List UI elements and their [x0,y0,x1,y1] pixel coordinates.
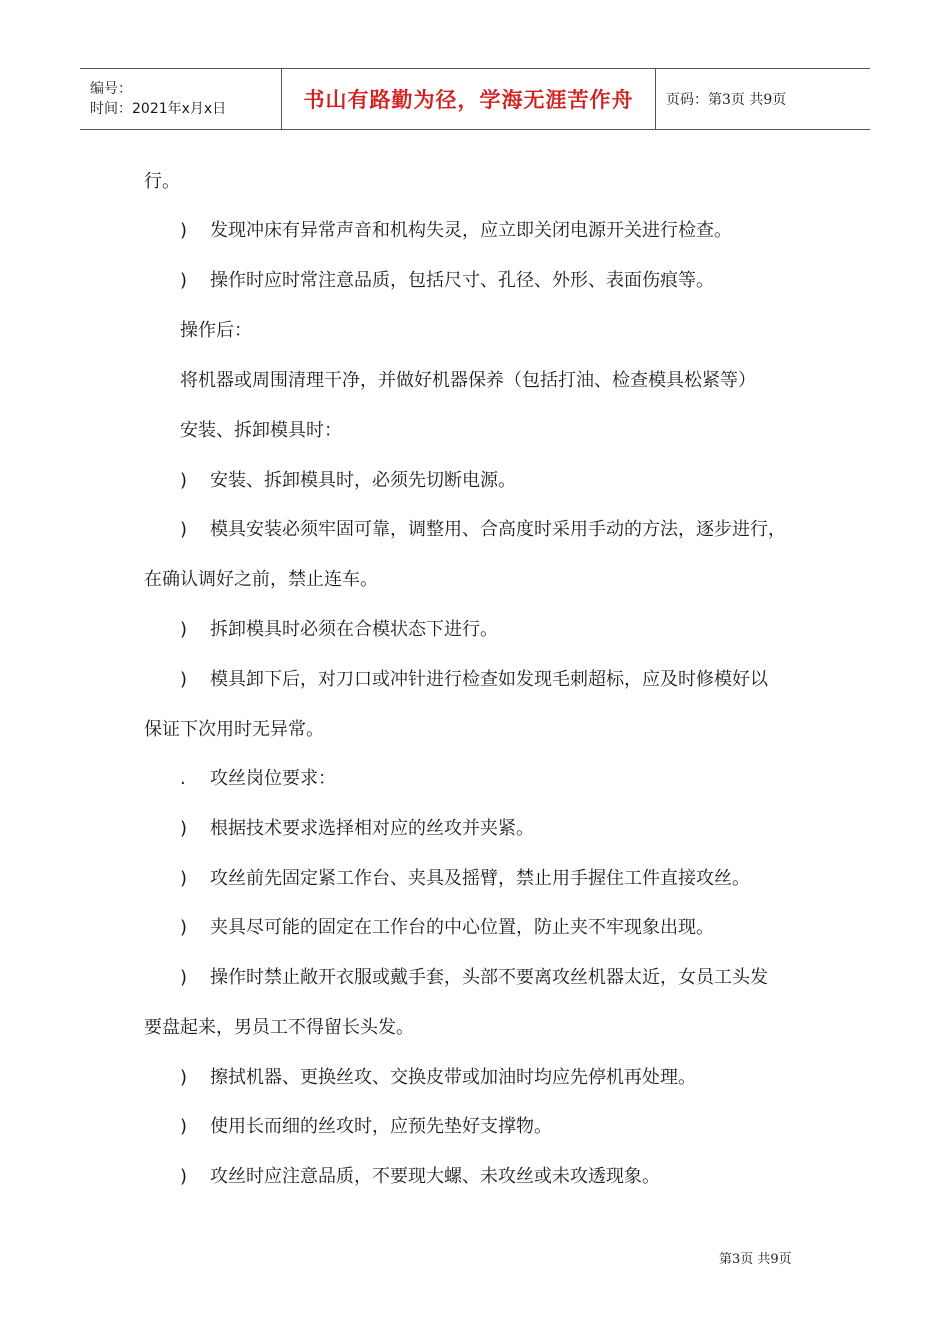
list-marker: ) [180,1166,188,1187]
line-text: 使用长而细的丝攻时，应预先垫好支撑物。 [210,1116,552,1137]
footer-page-number: 第3页 共9页 [719,1252,792,1267]
line-text: 擦拭机器、更换丝攻、交换皮带或加油时均应先停机再处理。 [210,1067,696,1088]
list-marker: ) [180,868,188,889]
line-text: 模具卸下后，对刀口或冲针进行检查如发现毛刺超标，应及时修模好以 [210,669,768,690]
list-marker: ) [180,917,188,938]
list-item [180,219,732,243]
line-text: 根据技术要求选择相对应的丝攻并夹紧。 [210,818,534,839]
header-meta [80,69,282,129]
header-motto: 书山有路勤为径，学海无涯苦作舟 [303,87,634,112]
list-marker: ) [180,470,188,491]
line-text: 将机器或周围清理干净，并做好机器保养（包括打油、检查模具松紧等） [180,370,756,391]
line-text: 操作时应时常注意品质，包括尺寸、孔径、外形、表面伤痕等。 [210,270,714,291]
section-heading [180,419,342,443]
line-text: 发现冲床有异常声音和机构失灵，应立即关闭电源开关进行检查。 [210,220,732,241]
list-item [180,817,534,841]
line-text: 在确认调好之前，禁止连车。 [144,569,378,590]
list-marker: ) [180,220,188,241]
section-heading [180,767,336,791]
line-text: 夹具尽可能的固定在工作台的中心位置，防止夹不牢现象出现。 [210,917,714,938]
line-text: 攻丝时应注意品质，不要现大螺、未攻丝或未攻透现象。 [210,1166,660,1187]
list-marker: ) [180,519,188,540]
list-item [180,867,750,891]
page-footer [719,1248,792,1267]
line-text: 行。 [144,171,180,192]
line-text: 操作时禁止敞开衣服或戴手套，头部不要离攻丝机器太近，女员工头发 [210,967,768,988]
paragraph-line [144,1016,414,1040]
section-heading [180,319,252,343]
list-marker: ) [180,1067,188,1088]
list-item [180,1066,696,1090]
line-text: 操作后： [180,320,252,341]
line-text: 要盘起来，男员工不得留长头发。 [144,1017,414,1038]
line-text: 拆卸模具时必须在合模状态下进行。 [210,619,498,640]
list-item [180,1115,552,1139]
list-marker: ) [180,818,188,839]
list-marker: ) [180,1116,188,1137]
list-item [180,966,768,990]
page-header [80,68,870,130]
document-time-label: 时间：2021年x月x日 [90,101,227,117]
header-page-number: 页码：第3页 共9页 [666,92,787,108]
list-marker: . [180,768,186,789]
line-text: 保证下次用时无异常。 [144,719,324,740]
paragraph-line [144,568,378,592]
line-text: 安装、拆卸模具时： [180,420,342,441]
paragraph-line [144,718,324,742]
document-number-label: 编号： [90,81,132,97]
list-item [180,668,768,692]
line-text: 攻丝岗位要求： [210,768,336,789]
header-motto-cell [282,69,656,129]
list-marker: ) [180,669,188,690]
list-item [180,518,786,542]
paragraph-line [180,369,756,393]
line-text: 模具安装必须牢固可靠，调整用、合高度时采用手动的方法，逐步进行， [210,519,786,540]
paragraph-line [144,170,180,194]
list-marker: ) [180,270,188,291]
list-marker: ) [180,967,188,988]
list-item [180,469,516,493]
list-item [180,1165,660,1189]
line-text: 安装、拆卸模具时，必须先切断电源。 [210,470,516,491]
line-text: 攻丝前先固定紧工作台、夹具及摇臂，禁止用手握住工件直接攻丝。 [210,868,750,889]
list-item [180,916,714,940]
list-item [180,618,498,642]
list-marker: ) [180,619,188,640]
header-page-cell [656,69,870,129]
list-item [180,269,714,293]
